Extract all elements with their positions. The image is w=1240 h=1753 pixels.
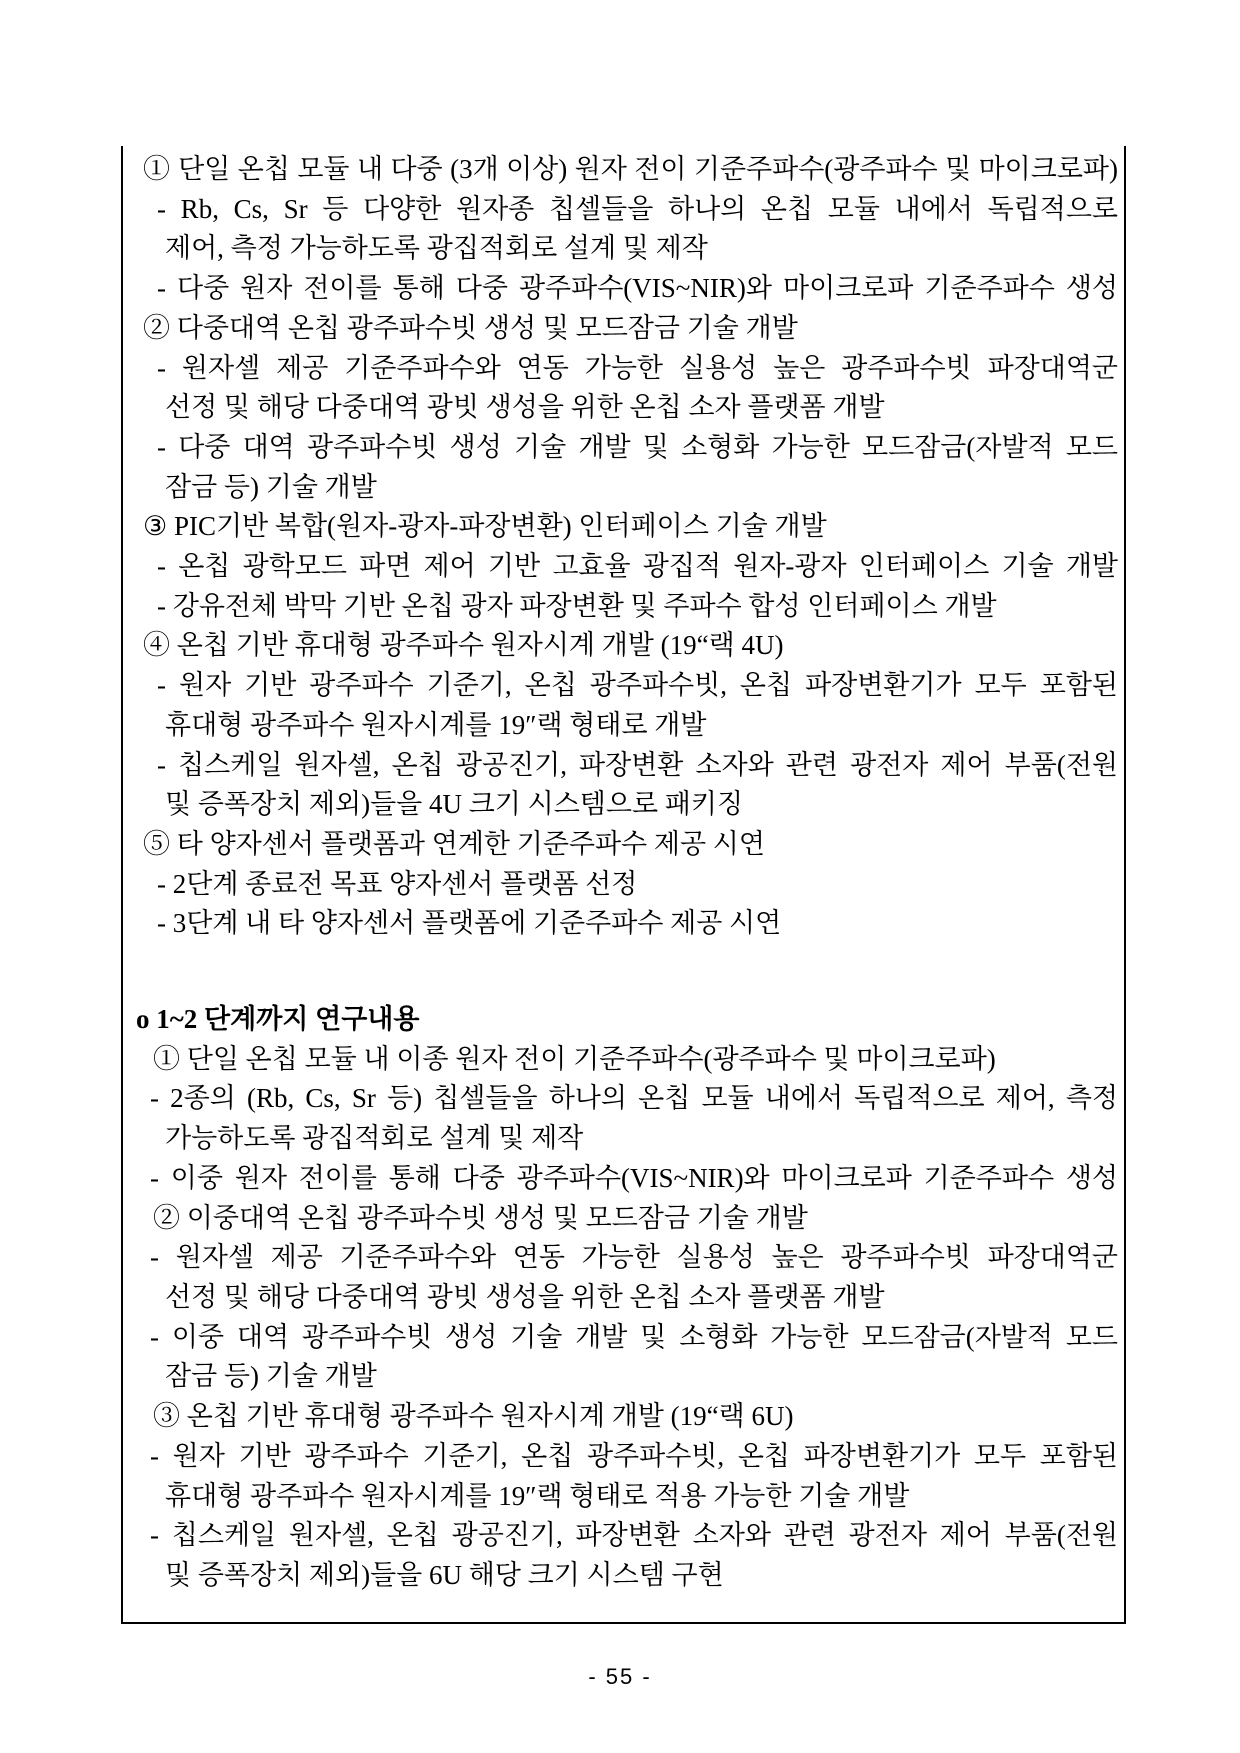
list-subitem: - 이중 원자 전이를 통해 다중 광주파수(VIS~NIR)와 마이크로파 기준주파수 생성	[150, 1162, 1118, 1193]
list-subitem: - 원자 기반 광주파수 기준기, 온칩 광주파수빗, 온칩 파장변환기가 모두 포함된	[157, 670, 1118, 701]
list-subitem-cont: 가능하도록 광집적회로 설계 및 제작	[165, 1123, 584, 1154]
list-subitem-cont: 잠금 등) 기술 개발	[165, 471, 377, 502]
list-subitem: - Rb, Cs, Sr 등 다양한 원자종 칩셀들을 하나의 온칩 모듈 내에서 독립적으로	[157, 193, 1118, 224]
section-gap	[123, 944, 1124, 1000]
list-subitem-cont: 및 증폭장치 제외)들을 6U 해당 크기 시스템 구현	[165, 1559, 724, 1590]
list-subitem: - 2종의 (Rb, Cs, Sr 등) 칩셀들을 하나의 온칩 모듈 내에서 독립적으로 제어, 측정	[150, 1083, 1118, 1114]
list-subitem-cont: 휴대형 광주파수 원자시계를 19″랙 형태로 개발	[165, 709, 707, 740]
list-item: ① 단일 온칩 모듈 내 이종 원자 전이 기준주파수(광주파수 및 마이크로파)	[153, 1043, 996, 1074]
section-heading: o 1~2 단계까지 연구내용	[136, 1004, 420, 1035]
list-subitem: - 다중 대역 광주파수빗 생성 기술 개발 및 소형화 가능한 모드잠금(자발적 모드	[157, 431, 1118, 462]
list-subitem: - 강유전체 박막 기반 온칩 광자 파장변환 및 주파수 합성 인터페이스 개발	[157, 590, 997, 621]
list-subitem: - 이중 대역 광주파수빗 생성 기술 개발 및 소형화 가능한 모드잠금(자발적 모드	[150, 1321, 1118, 1352]
list-subitem-cont: 선정 및 해당 다중대역 광빗 생성을 위한 온칩 소자 플랫폼 개발	[165, 1281, 885, 1312]
list-subitem: - 온칩 광학모드 파면 제어 기반 고효율 광집적 원자-광자 인터페이스 기술 개발	[157, 551, 1118, 582]
list-item: ⑤ 타 양자센서 플랫폼과 연계한 기준주파수 제공 시연	[143, 828, 765, 859]
list-item: ① 단일 온칩 모듈 내 다중 (3개 이상) 원자 전이 기준주파수(광주파수 및 마이크로파)	[143, 154, 1118, 184]
list-subitem-cont: 휴대형 광주파수 원자시계를 19″랙 형태로 적용 가능한 기술 개발	[165, 1480, 910, 1511]
list-subitem: - 칩스케일 원자셀, 온칩 광공진기, 파장변환 소자와 관련 광전자 제어 부품(전원	[157, 749, 1118, 780]
list-item: ③ PIC기반 복합(원자-광자-파장변환) 인터페이스 기술 개발	[143, 511, 827, 542]
list-subitem: - 원자셀 제공 기준주파수와 연동 가능한 실용성 높은 광주파수빗 파장대역군	[157, 352, 1118, 383]
page-number: - 55 -	[588, 1664, 652, 1689]
list-subitem-cont: 선정 및 해당 다중대역 광빗 생성을 위한 온칩 소자 플랫폼 개발	[165, 392, 885, 423]
list-subitem-cont: 제어, 측정 가능하도록 광집적회로 설계 및 제작	[165, 233, 708, 264]
list-subitem-cont: 및 증폭장치 제외)들을 4U 크기 시스템으로 패키징	[165, 789, 744, 820]
list-subitem: - 3단계 내 타 양자센서 플랫폼에 기준주파수 제공 시연	[157, 908, 782, 939]
list-subitem: - 다중 원자 전이를 통해 다중 광주파수(VIS~NIR)와 마이크로파 기준주파수 생성	[157, 273, 1118, 304]
content-box	[121, 146, 1126, 1624]
list-subitem: - 2단계 종료전 목표 양자센서 플랫폼 선정	[157, 868, 638, 899]
list-subitem: - 칩스케일 원자셀, 온칩 광공진기, 파장변환 소자와 관련 광전자 제어 부품(전원	[150, 1520, 1118, 1551]
list-item: ② 이중대역 온칩 광주파수빗 생성 및 모드잠금 기술 개발	[153, 1202, 808, 1233]
list-subitem: - 원자 기반 광주파수 기준기, 온칩 광주파수빗, 온칩 파장변환기가 모두 포함된	[150, 1440, 1118, 1471]
list-item: ③ 온칩 기반 휴대형 광주파수 원자시계 개발 (19“랙 6U)	[153, 1401, 794, 1432]
list-subitem-cont: 잠금 등) 기술 개발	[165, 1361, 377, 1392]
list-item: ② 다중대역 온칩 광주파수빗 생성 및 모드잠금 기술 개발	[143, 312, 798, 343]
list-subitem: - 원자셀 제공 기준주파수와 연동 가능한 실용성 높은 광주파수빗 파장대역군	[150, 1242, 1118, 1273]
list-item: ④ 온칩 기반 휴대형 광주파수 원자시계 개발 (19“랙 4U)	[143, 630, 784, 661]
